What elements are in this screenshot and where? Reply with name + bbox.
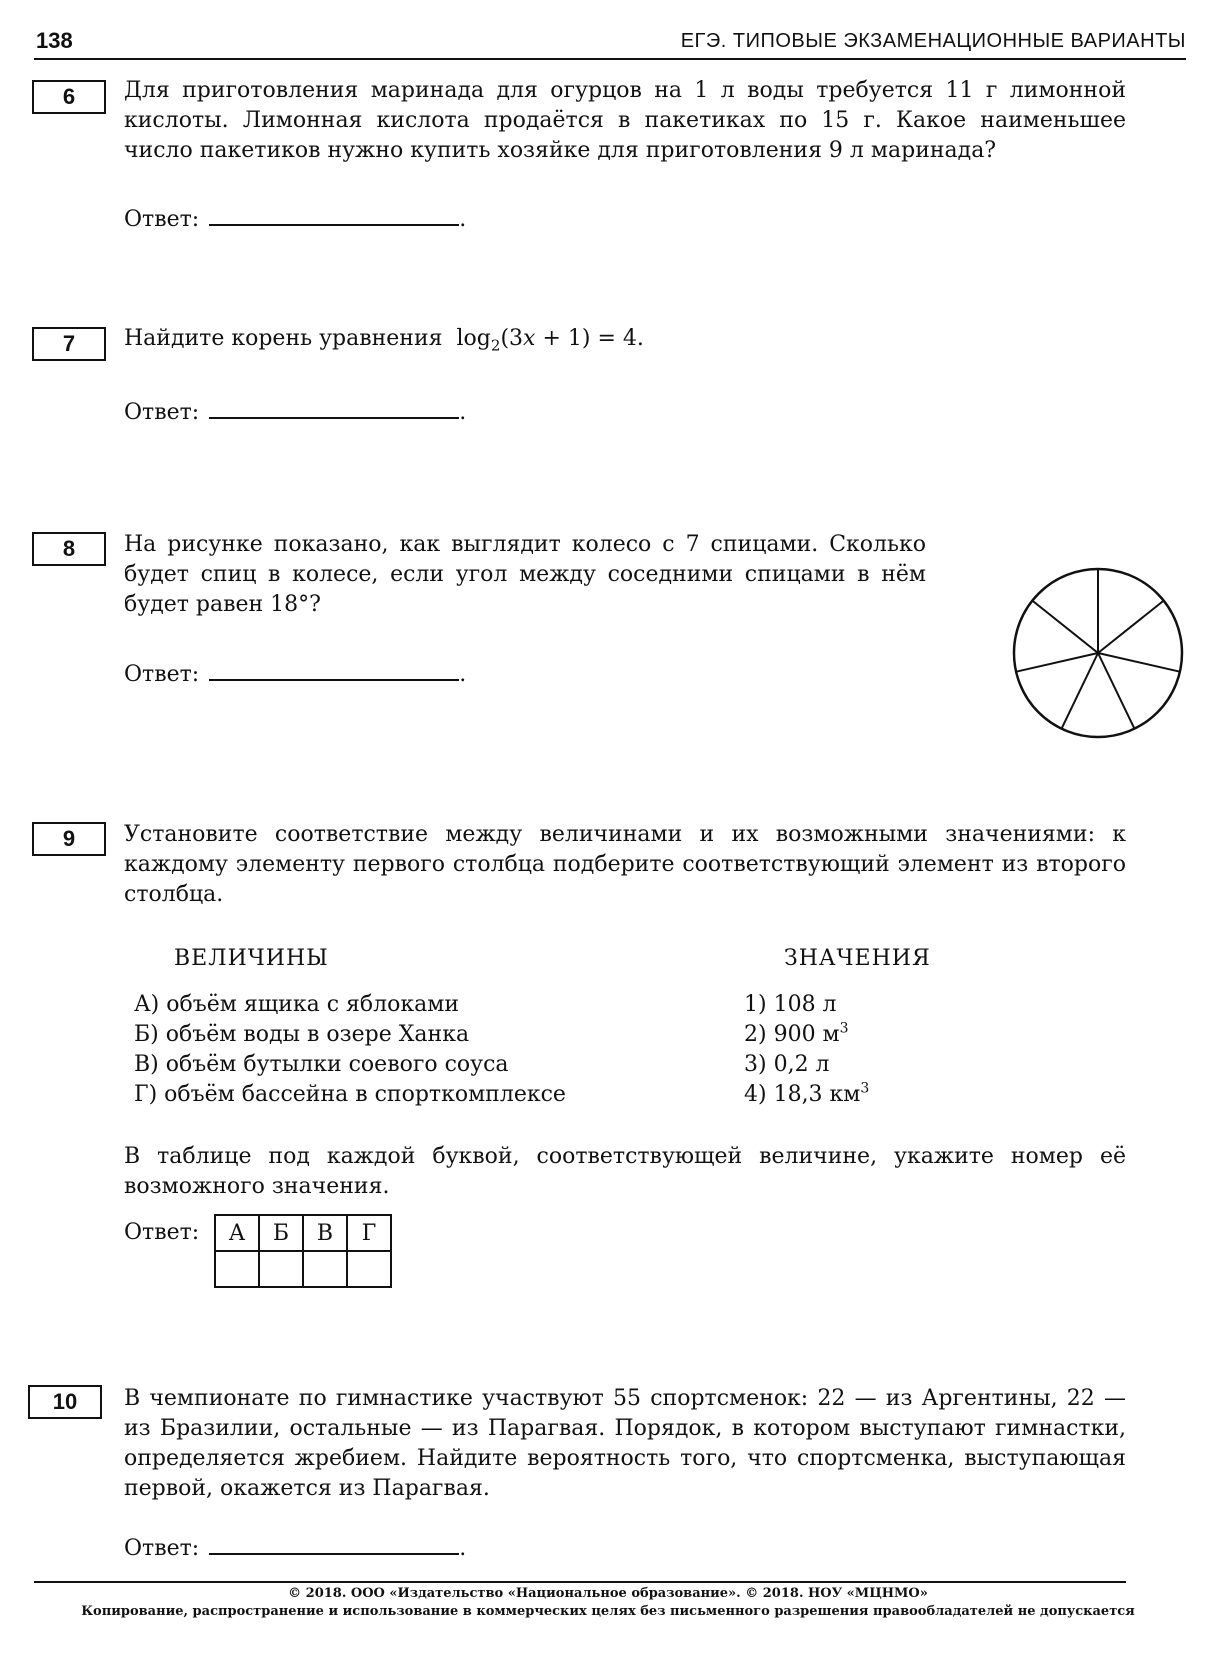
list-item: 4) 18,3 $км^3$ — [744, 1080, 870, 1107]
wheel-figure — [1010, 565, 1186, 741]
answer-label: Ответ: — [124, 207, 200, 232]
list-item: А) объём ящика с яблоками — [134, 992, 460, 1017]
problem-8-text: На рисунке показано, как выглядит колесо с 7 спицами. Сколько будет спиц в колесе, если угол между соседними спицами в нём будет равен 18°? — [124, 532, 926, 617]
column-heading-quantities: ВЕЛИЧИНЫ — [174, 946, 329, 971]
table-row — [215, 1251, 391, 1287]
footer-divider — [34, 1581, 1126, 1583]
problem-9-number: 9 — [32, 822, 106, 856]
problem-10-text: В чемпионате по гимнастике участвуют 55 спортсменок: 22 — из Аргентины, 22 — из Бразилии, остальные — из Парагвая. Порядок, в котором выступают гимнастки, определяется жребием. Найдите вероятность того, что спортсменка, выступающая первой, окажется из Парагвая. — [124, 1386, 1126, 1501]
answer-input-line[interactable] — [209, 397, 459, 419]
wheel-spoke — [1098, 601, 1164, 653]
problem-7-number: 7 — [32, 327, 106, 361]
answer-cell-b[interactable] — [259, 1251, 303, 1287]
running-title: ЕГЭ. ТИПОВЫЕ ЭКЗАМЕНАЦИОННЫЕ ВАРИАНТЫ — [680, 30, 1186, 52]
wheel-spoke — [1032, 601, 1098, 653]
list-item: Б) объём воды в озере Ханка — [134, 1022, 470, 1047]
header-divider — [34, 58, 1186, 60]
answer-input-line[interactable] — [209, 659, 459, 681]
column-heading-values: ЗНАЧЕНИЯ — [784, 946, 931, 971]
answer-table — [214, 1214, 392, 1288]
list-item: 3) 0,2 л — [744, 1052, 830, 1077]
answer-label: Ответ: — [124, 400, 200, 425]
answer-cell-g[interactable] — [347, 1251, 391, 1287]
wheel-spoke — [1016, 653, 1098, 672]
answer-label: Ответ: — [124, 662, 200, 687]
problem-6-answer: Ответ: . — [124, 204, 466, 232]
page-number: 138 — [36, 28, 73, 53]
copyright-notice: Копирование, распространение и использование в коммерческих целях без письменного разрешения правообладателей не допускается — [81, 1604, 1135, 1619]
list-item: В) объём бутылки соевого соуса — [134, 1052, 509, 1077]
wheel-spoke — [1098, 653, 1134, 729]
problem-8-answer: Ответ: . — [124, 659, 466, 687]
answer-label: Ответ: — [124, 1536, 200, 1561]
table-row — [215, 1215, 391, 1251]
equation: $\log_2(3x + 1) = 4$. — [456, 326, 644, 355]
wheel-spoke — [1062, 653, 1098, 729]
problem-9-text: Установите соответствие между величинами и их возможными значениями: к каждому элементу первого столбца подберите соответствующий элемент из второго столбца. — [124, 822, 1126, 907]
problem-10-answer: Ответ: . — [124, 1533, 466, 1561]
table-header-v: В — [303, 1215, 347, 1251]
answer-input-line[interactable] — [209, 1533, 459, 1555]
table-header-b: Б — [259, 1215, 303, 1251]
copyright-line: © 2018. ООО «Издательство «Национальное образование». © 2018. НОУ «МЦНМО» — [288, 1586, 928, 1601]
problem-8-number: 8 — [32, 532, 106, 566]
list-item: 1) 108 л — [744, 992, 837, 1017]
table-header-a: А — [215, 1215, 259, 1251]
list-item: 2) 900 $м^3$ — [744, 1020, 849, 1047]
problem-7-answer: Ответ: . — [124, 397, 466, 425]
answer-cell-v[interactable] — [303, 1251, 347, 1287]
problem-7-text: Найдите корень уравнения $\log_2(3x + 1) = 4$. — [124, 326, 644, 355]
problem-6-number: 6 — [32, 80, 106, 114]
problem-10-number: 10 — [28, 1385, 102, 1419]
list-item: Г) объём бассейна в спорткомплексе — [134, 1082, 566, 1107]
problem-9-instruction: В таблице под каждой буквой, соответствующей величине, укажите номер её возможного значения. — [124, 1144, 1126, 1199]
problem-9-answer-label: Ответ: — [124, 1220, 200, 1245]
values-list — [744, 990, 869, 1110]
problem-6-text: Для приготовления маринада для огурцов на 1 л воды требуется 11 г лимонной кислоты. Лимонная кислота продаётся в пакетиках по 15 г. Какое наименьшее число пакетиков нужно купить хозяйке для приготовления 9 л маринада? — [124, 78, 1126, 163]
wheel-spoke — [1098, 653, 1180, 672]
answer-cell-a[interactable] — [215, 1251, 259, 1287]
quantities-list — [134, 990, 566, 1110]
answer-input-line[interactable] — [209, 204, 459, 226]
table-header-g: Г — [347, 1215, 391, 1251]
